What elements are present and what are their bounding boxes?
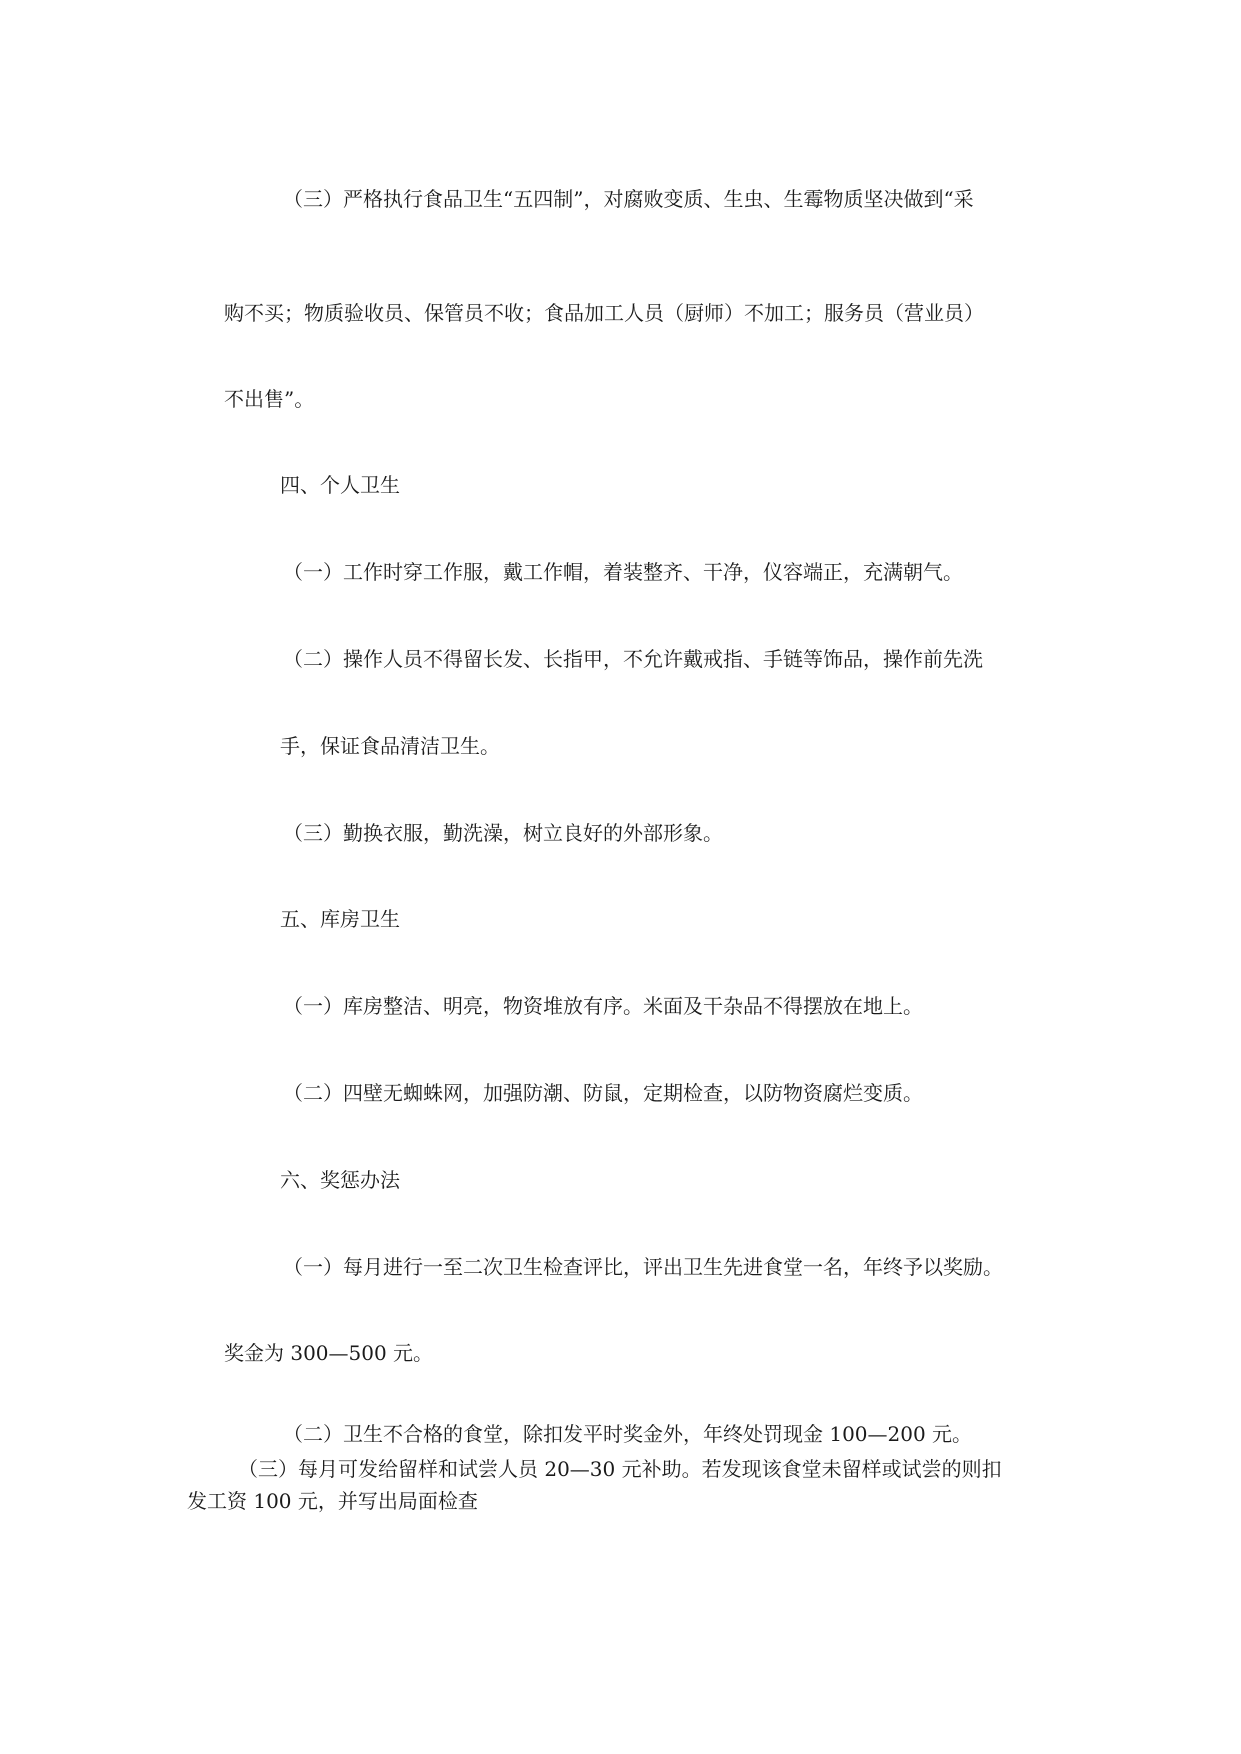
paragraph-line: （二）操作人员不得留长发、长指甲，不允许戴戒指、手链等饰品，操作前先洗 <box>283 647 983 671</box>
paragraph-line: 手，保证食品清洁卫生。 <box>280 734 500 758</box>
paragraph-line: 奖金为 300—500 元。 <box>224 1341 434 1365</box>
paragraph-line: 不出售”。 <box>224 387 315 411</box>
section-heading: 六、奖惩办法 <box>280 1168 400 1192</box>
paragraph-line: （二）四壁无蜘蛛网，加强防潮、防鼠，定期检查，以防物资腐烂变质。 <box>283 1081 923 1105</box>
paragraph-line: 发工资 100 元，并写出局面检查 <box>187 1489 478 1513</box>
paragraph-line: （三）每月可发给留样和试尝人员 20—30 元补助。若发现该食堂未留样或试尝的则扣 <box>238 1457 1002 1481</box>
section-heading: 五、库房卫生 <box>280 907 400 931</box>
paragraph-line: （三）勤换衣服，勤洗澡，树立良好的外部形象。 <box>283 821 723 845</box>
section-heading: 四、个人卫生 <box>280 473 400 497</box>
paragraph-line: （一）库房整洁、明亮，物资堆放有序。米面及干杂品不得摆放在地上。 <box>283 994 923 1018</box>
paragraph-line: （一）每月进行一至二次卫生检查评比，评出卫生先进食堂一名，年终予以奖励。 <box>283 1255 1003 1279</box>
paragraph-line: 购不买；物质验收员、保管员不收；食品加工人员（厨师）不加工；服务员（营业员） <box>224 301 984 325</box>
paragraph-line: （二）卫生不合格的食堂，除扣发平时奖金外，年终处罚现金 100—200 元。 <box>283 1422 973 1446</box>
paragraph-line: （一）工作时穿工作服，戴工作帽，着装整齐、干净，仪容端正，充满朝气。 <box>283 560 963 584</box>
paragraph-line: （三）严格执行食品卫生“五四制”，对腐败变质、生虫、生霉物质坚决做到“采 <box>283 187 974 211</box>
